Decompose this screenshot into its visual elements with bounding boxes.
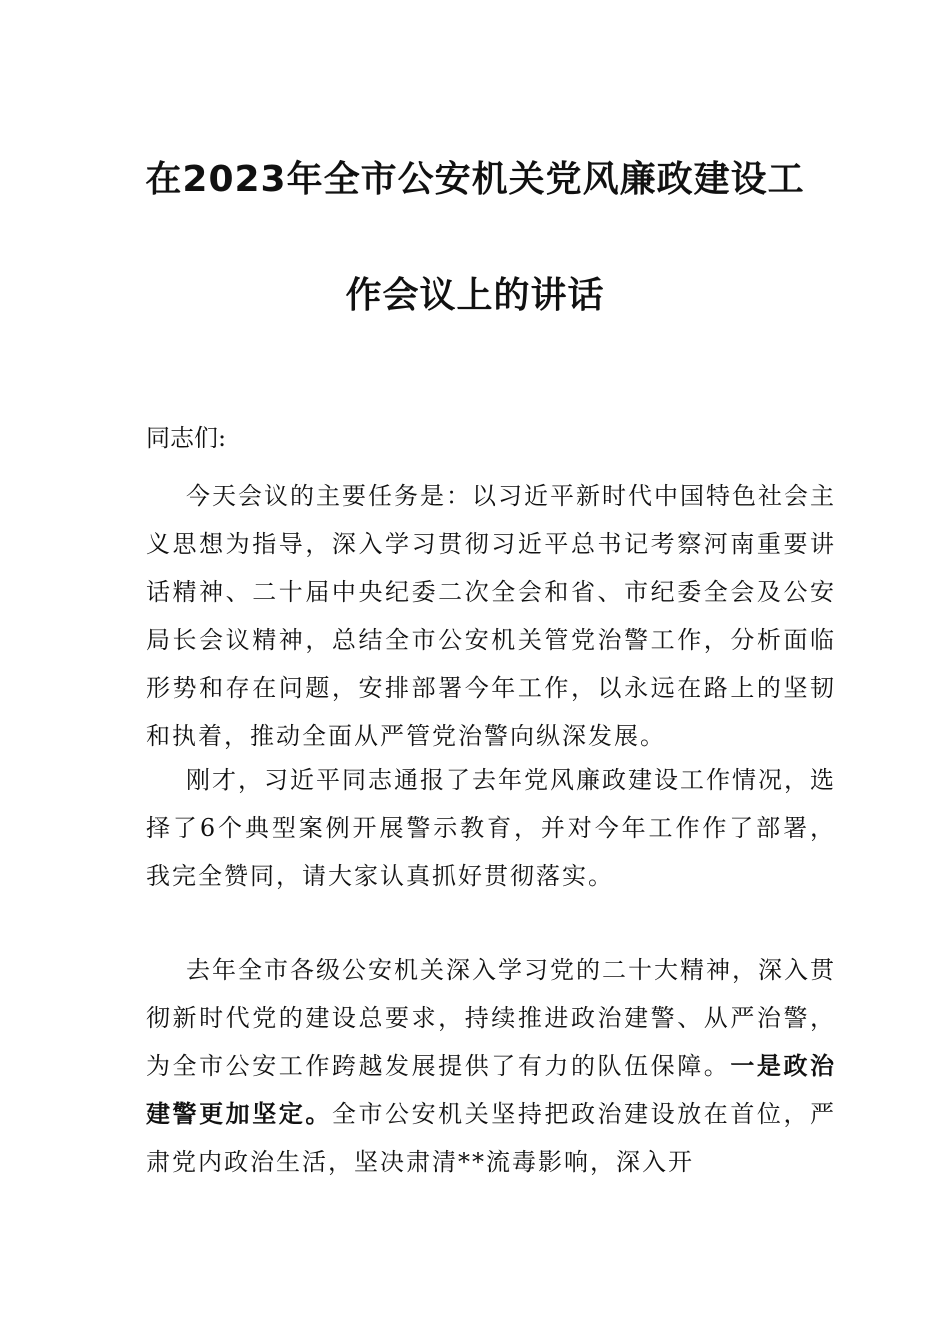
document-title-line-2: 作会议上的讲话: [345, 275, 605, 316]
paragraph-3-bold-heading: 一是政治建警更加坚定。: [146, 1051, 837, 1128]
paragraph-2: 刚才，习近平同志通报了去年党风廉政建设工作情况，选择了6个典型案例开展警示教育，并对今年工作作了部署，我完全赞同，请大家认真抓好贯彻落实。: [146, 766, 836, 890]
paragraph-3-text-before: 去年全市各级公安机关深入学习党的二十大精神，深入贯彻新时代党的建设总要求，持续推进政治建警、从严治警，为全市公安工作跨越发展提供了有力的队伍保障。: [146, 956, 836, 1080]
document-title-line-1: 在2023年全市公安机关党风廉政建设工: [145, 159, 805, 200]
paragraph-3-text-after: 全市公安机关坚持把政治建设放在首位，严肃党内政治生活，坚决肃清**流毒影响，深入开: [146, 1100, 837, 1176]
paragraph-1: 今天会议的主要任务是：以习近平新时代中国特色社会主义思想为指导，深入学习贯彻习近平总书记考察河南重要讲话精神、二十届中央纪委二次全会和省、市纪委全会及公安局长会议精神，总结全市公安机关管党治警工作，分析面临形势和存在问题，安排部署今年工作，以永远在路上的坚韧和执着，推动全面从严管党治警向纵深发展。: [146, 482, 836, 750]
paragraph-3: [146, 946, 836, 1186]
salutation: 同志们:: [146, 424, 227, 452]
